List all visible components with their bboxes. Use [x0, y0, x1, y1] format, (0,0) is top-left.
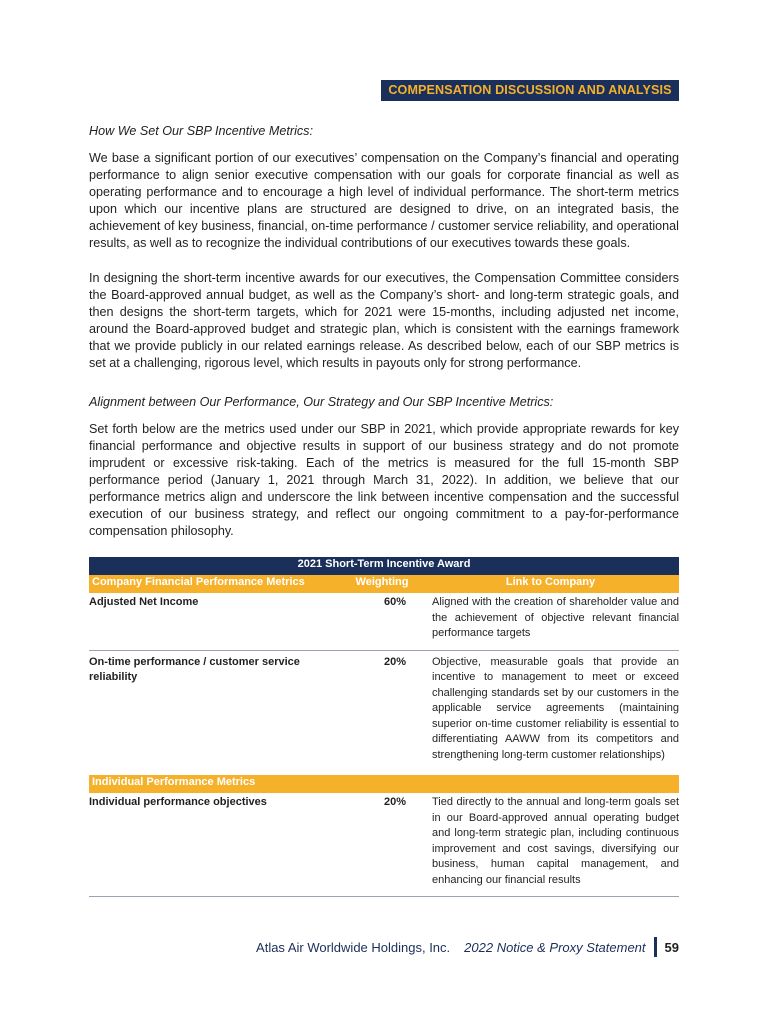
column-header-metric: Company Financial Performance Metrics	[89, 575, 342, 593]
paragraph: In designing the short-term incentive awards for our executives, the Compensation Committee considers the Board-approved annual budget, as well as the Company’s short- and long-term strategic goals, and then designs the short-term targets, which for 2021 were 15-months, including adjusted net income, around the Board-approved budget and strategic plan, which is consistent with the earnings framework that we provide publicly in our related earnings release. As described below, each of our SBP metrics is set at a challenging, rigorous level, which results in payouts only for strong performance.	[89, 271, 679, 370]
metric-name: Individual performance objectives	[89, 793, 342, 897]
metric-weight: 20%	[383, 655, 406, 668]
table-row	[89, 650, 679, 775]
metric-weight: 60%	[342, 593, 422, 650]
column-header-link: Link to Company	[422, 575, 679, 593]
column-header-weighting: Weighting	[342, 575, 422, 593]
metric-link: Tied directly to the annual and long-term goals set in our Board-approved annual operating budget and long-term strategic plan, including continuous improvement and cost savings, diversifying our business, human capital management, and enhancing our financial results	[422, 793, 679, 897]
footer-company: Atlas Air Worldwide Holdings, Inc.	[256, 939, 451, 955]
footer-document: 2022 Notice & Proxy Statement	[464, 939, 646, 955]
footer-divider	[654, 937, 657, 957]
table-title: 2021 Short-Term Incentive Award	[89, 557, 679, 575]
table-row	[89, 793, 679, 897]
table-subheader: Individual Performance Metrics	[89, 775, 679, 793]
metric-weight: 20%	[342, 793, 422, 897]
paragraph: We base a significant portion of our executives’ compensation on the Company’s financial and operating performance to align senior executive compensation with our goals for corporate financial as well as operating performance and to encourage a high level of individual performance. The short-term metrics upon which our incentive plans are structured are designed to drive, on an integrated basis, the achievement of key business, financial, on-time performance / customer service reliability, and operational results, as well as to recognize the individual contributions of our executives towards these goals.	[89, 151, 679, 250]
page-number: 59	[664, 939, 679, 955]
metric-name: On-time performance / customer service reliability	[89, 655, 300, 683]
table-row	[89, 593, 679, 650]
page-content	[89, 123, 679, 897]
page-footer	[256, 897, 679, 957]
section-badge: COMPENSATION DISCUSSION AND ANALYSIS	[381, 80, 679, 101]
metric-link: Objective, measurable goals that provide an incentive to management to meet or exceed challenging standards set by our customers in the applicable service agreements (maintaining superior on-time customer reliability is essential to differentiating AAWW from its competitors and strengthening long-term customer relationships)	[432, 655, 680, 761]
paragraph: Set forth below are the metrics used under our SBP in 2021, which provide appropriate rewards for key financial performance and objective results in support of our business strategy and do not promote imprudent or excessive risk-taking. Each of the metrics is measured for the full 15-month SBP performance period (January 1, 2021 through March 31, 2022). In addition, we believe that our performance metrics align and underscore the link between incentive compensation and the successful execution of our business strategy, and reflect our ongoing commitment to a pay-for-performance compensation philosophy.	[89, 422, 679, 538]
incentive-award-table	[89, 557, 679, 897]
metric-name: Adjusted Net Income	[89, 593, 342, 650]
section-heading: Alignment between Our Performance, Our Strategy and Our SBP Incentive Metrics:	[89, 395, 554, 409]
section-heading: How We Set Our SBP Incentive Metrics:	[89, 124, 313, 138]
metric-link: Aligned with the creation of shareholder value and the achievement of objective relevant financial performance targets	[422, 593, 679, 650]
